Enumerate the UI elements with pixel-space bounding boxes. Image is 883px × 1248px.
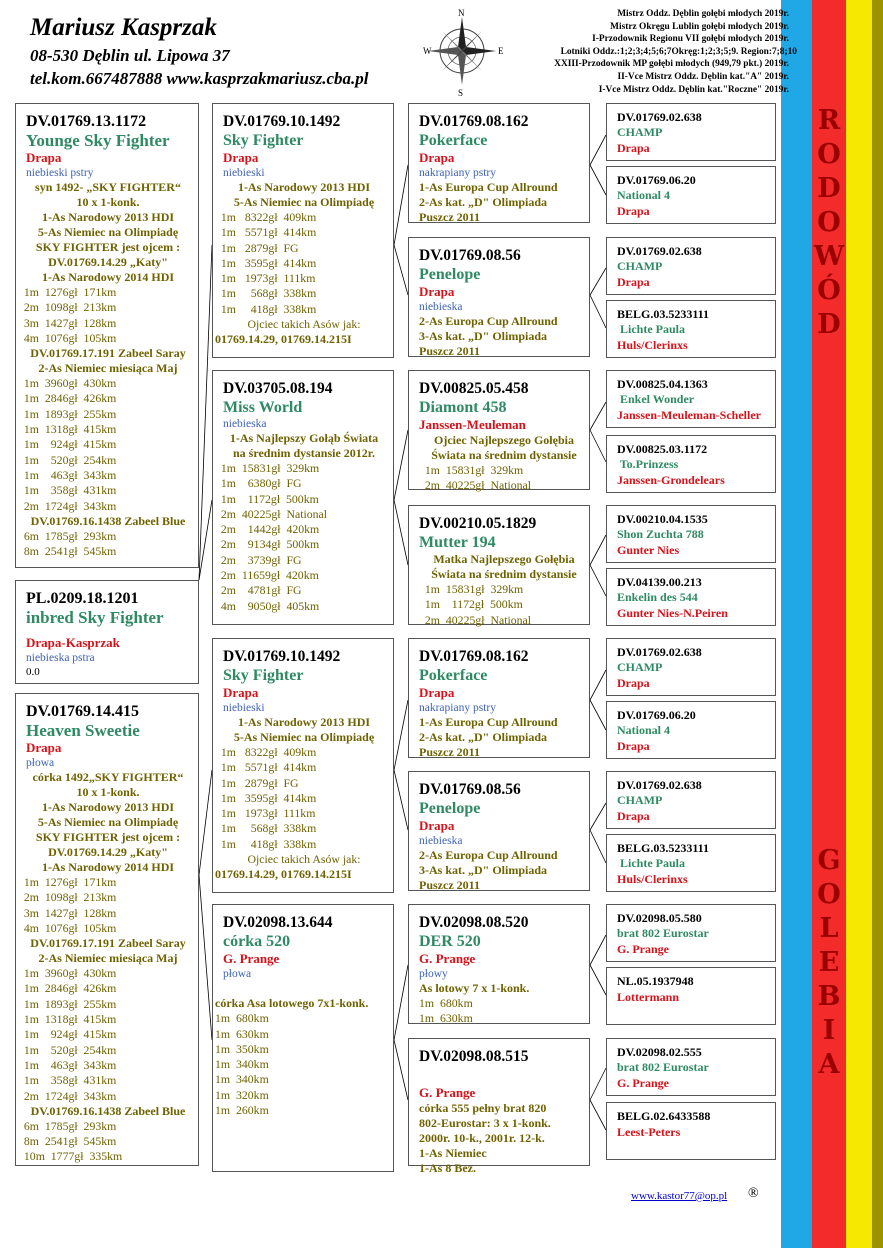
great-grandparent-card[interactable] <box>408 771 590 891</box>
card-color: niebieski <box>223 167 265 179</box>
card-breeder: Gunter Nies-N.Peiren <box>617 606 728 620</box>
result-line: 1m 8322gł 409km <box>215 745 317 759</box>
dam-results <box>18 770 198 1165</box>
result-line: 1m 924gł 415km <box>18 1027 117 1042</box>
result-line: 10 x 1-konk. <box>76 785 140 799</box>
side-letter: E <box>818 947 840 978</box>
result-line: 2-As Niemiec miesiąca Maj <box>38 361 178 376</box>
result-line: 2000r. 10-k., 2001r. 12-k. <box>419 1131 545 1145</box>
grandparent-card[interactable] <box>212 103 394 358</box>
result-line: 2m 1724gł 343km <box>18 1088 117 1103</box>
result-line: 1m 340km <box>215 1072 269 1087</box>
card-ring: DV.02098.08.515 <box>419 1048 529 1065</box>
result-line: Matka Najlepszego Gołębia <box>433 552 575 566</box>
card-breeder: Gunter Nies <box>617 543 680 557</box>
result-line: 1m 568gł 338km <box>215 286 317 301</box>
result-line: 1m 630km <box>419 1011 473 1026</box>
card-breeder: G. Prange <box>617 1076 669 1090</box>
result-line: 10m 1777gł 335km <box>18 1149 123 1164</box>
result-line: 1-As Narodowy 2013 HDI <box>41 800 175 814</box>
card-name: córka 520 <box>223 933 291 950</box>
result-line: 5-As Niemiec na Olimpiadę <box>37 815 179 829</box>
ancestor-card[interactable] <box>606 638 776 696</box>
result-line: 1m 463gł 343km <box>18 1057 117 1072</box>
card-results <box>215 715 393 882</box>
card-name: Mutter 194 <box>419 534 496 551</box>
result-line: 6m 1785gł 293km <box>18 528 117 543</box>
great-grandparent-card[interactable] <box>408 638 590 758</box>
result-line: 2m 9134gł 500km <box>215 537 320 552</box>
registered-mark: ® <box>748 1186 759 1201</box>
result-line: córka 555 pełny brat 820 <box>419 1101 547 1115</box>
result-line: 1m 568gł 338km <box>215 821 317 836</box>
card-subtitle: Lichte Paula <box>617 322 685 336</box>
result-line: Puszcz 2011 <box>419 878 480 892</box>
ancestor-card[interactable] <box>606 237 776 295</box>
result-line: 1m 1276gł 171km <box>18 875 117 889</box>
result-line: 3m 1427gł 128km <box>18 905 117 920</box>
result-line: 1-As Narodowy 2014 HDI <box>41 860 175 874</box>
sire-card[interactable] <box>15 103 199 568</box>
card-ring: DV.02098.08.520 <box>419 914 529 931</box>
stripe-blue <box>781 0 812 1248</box>
result-line: Świata na średnim dystansie <box>431 567 577 581</box>
card-breeder: Drapa <box>617 204 650 218</box>
subject-card[interactable] <box>15 580 199 684</box>
result-line: 5-As Niemiec na Olimpiadę <box>233 730 375 744</box>
achievements-list <box>489 8 797 96</box>
result-line: 1-As Narodowy 2014 HDI <box>41 270 175 284</box>
card-color: niebieska <box>419 301 463 313</box>
card-breeder: Drapa <box>419 150 455 165</box>
side-word-golebia <box>812 844 846 1082</box>
achievement: I-Przodownik Regionu VII gołębi młodych 2019r. <box>592 34 789 45</box>
footer-email-link[interactable]: www.kastor77@op.pl <box>631 1190 728 1202</box>
great-grandparent-card[interactable] <box>408 370 590 493</box>
result-line: 5-As Niemiec na Olimpiadę <box>233 195 375 209</box>
card-color: nakrapiany pstry <box>419 167 496 179</box>
result-line: 10 x 1-konk. <box>76 195 140 209</box>
result-line: 3-As kat. „D" Olimpiada <box>419 863 548 877</box>
card-color: płowy <box>419 968 448 980</box>
dam-ring: DV.01769.14.415 <box>26 703 140 720</box>
ancestor-card[interactable] <box>606 505 776 563</box>
result-line: 2-As kat. „D" Olimpiada <box>419 195 548 209</box>
result-line: 1m 1172gł 500km <box>215 491 319 506</box>
card-breeder: Drapa <box>419 685 455 700</box>
card-breeder: Janssen-Meuleman-Scheller <box>617 408 761 422</box>
ancestor-card[interactable] <box>606 701 776 759</box>
result-line: 1m 3595gł 414km <box>215 255 317 270</box>
ancestor-card[interactable] <box>606 1102 776 1160</box>
side-letter: O <box>817 879 841 910</box>
result-line: 1m 260km <box>215 1103 269 1118</box>
result-line: 1m 3960gł 430km <box>18 376 117 391</box>
result-line: Ojciec takich Asów jak: <box>247 852 361 867</box>
card-breeder: Huls/Clerinxs <box>617 338 688 352</box>
result-line: 3-As kat. „D" Olimpiada <box>419 329 548 343</box>
card-breeder: Drapa <box>617 141 650 155</box>
card-breeder: Huls/Clerinxs <box>617 872 688 886</box>
result-line: 1m 15831gł 329km <box>419 582 524 596</box>
subject-value: 0.0 <box>26 666 40 678</box>
sire-color: niebieski pstry <box>26 167 94 179</box>
card-breeder: Drapa <box>617 676 650 690</box>
ancestor-card[interactable] <box>606 568 776 626</box>
result-line: 1-As 8 Bez. <box>419 1161 476 1175</box>
card-breeder: Drapa <box>419 818 455 833</box>
card-ring: DV.00210.05.1829 <box>419 515 537 532</box>
card-ring: DV.00825.03.1172 <box>617 442 708 456</box>
ancestor-card[interactable] <box>606 103 776 161</box>
great-grandparent-card[interactable] <box>408 904 590 1024</box>
result-line: 2m 40225gł National <box>215 506 328 521</box>
result-line: 1m 3595gł 414km <box>215 790 317 805</box>
card-subtitle: CHAMP <box>617 793 663 807</box>
result-line: 2m 1098gł 213km <box>18 890 117 905</box>
card-name: Miss World <box>223 399 303 416</box>
card-breeder: G. Prange <box>419 1085 476 1100</box>
result-line: 3m 1427gł 128km <box>18 315 117 330</box>
result-line: Puszcz 2011 <box>419 210 480 224</box>
result-line: 1-As Narodowy 2013 HDI <box>41 210 175 224</box>
result-line: 1m 2846gł 426km <box>18 391 117 406</box>
card-ring: DV.01769.08.162 <box>419 113 529 130</box>
ancestor-card[interactable] <box>606 300 776 358</box>
result-line: 2m 1724gł 343km <box>18 498 117 513</box>
result-line: 4m 1076gł 105km <box>18 920 117 935</box>
achievement: I-Vce Mistrz Oddz. Dęblin kat."Roczne" 2019r. <box>598 84 789 95</box>
result-line: 1m 8322gł 409km <box>215 210 317 224</box>
result-line: 1m 350km <box>215 1041 269 1056</box>
result-line: 1-As Narodowy 2013 HDI <box>237 180 371 194</box>
card-ring: DV.01769.08.56 <box>419 781 521 798</box>
result-line: 1m 5571gł 414km <box>215 760 317 775</box>
sire-name: Younge Sky Fighter <box>26 131 170 150</box>
card-subtitle: National 4 <box>617 723 671 737</box>
result-line: 1m 5571gł 414km <box>215 225 317 240</box>
sire-breeder: Drapa <box>26 150 62 165</box>
stripe-yellow <box>846 0 872 1248</box>
card-ring: DV.01769.02.638 <box>617 645 702 659</box>
card-name: Sky Fighter <box>223 667 304 684</box>
compass-e: E <box>498 46 504 56</box>
card-ring: DV.01769.06.20 <box>617 708 696 722</box>
ancestor-card[interactable] <box>606 967 776 1025</box>
result-line: Ojciec takich Asów jak: <box>247 317 361 332</box>
result-line: 1m 418gł 338km <box>215 836 317 851</box>
result-line: 1m 2879gł FG <box>215 240 299 255</box>
result-line: 1-As Europa Cup Allround <box>419 180 558 194</box>
achievement: XXIII-Przodownik MP gołębi młodych (949,79 pkt.) 2019r. <box>554 59 789 70</box>
result-line: 2m 11659gł 420km <box>215 568 319 583</box>
grandparent-card[interactable] <box>212 904 394 1172</box>
card-ring: DV.00825.05.458 <box>419 380 529 397</box>
result-line: 802-Eurostar: 3 x 1-konk. <box>419 1116 551 1130</box>
ancestor-card[interactable] <box>606 834 776 892</box>
result-line: 2-As kat. „D" Olimpiada <box>419 730 548 744</box>
result-line: 1m 924gł 415km <box>18 437 117 452</box>
card-breeder: Janssen-Meuleman <box>419 417 526 432</box>
card-subtitle: Lichte Paula <box>617 856 685 870</box>
result-line: 1m 520gł 254km <box>18 452 117 467</box>
card-color: niebieska <box>223 418 267 430</box>
card-ring: DV.01769.08.56 <box>419 247 521 264</box>
result-line: 2m 40225gł National <box>419 612 532 627</box>
result-line: 2m 4781gł FG <box>215 583 302 598</box>
result-line: DV.01769.17.191 Zabeel Saray <box>30 346 186 361</box>
dam-breeder: Drapa <box>26 740 62 755</box>
result-line: DV.01769.14.29 „Katy" <box>48 255 168 269</box>
card-subtitle: National 4 <box>617 188 671 202</box>
result-line: 2m 1098gł 213km <box>18 300 117 315</box>
card-ring: DV.01769.02.638 <box>617 778 702 792</box>
card-color: nakrapiany pstry <box>419 702 496 714</box>
result-line: 1m 6380gł FG <box>215 476 302 491</box>
side-letter: O <box>817 139 841 170</box>
card-breeder: G. Prange <box>223 951 280 966</box>
stripe-olive <box>872 0 883 1248</box>
grandparent-card[interactable] <box>212 638 394 893</box>
result-line: 1m 320km <box>215 1087 269 1102</box>
card-subtitle: Enkelin des 544 <box>617 590 698 604</box>
result-line: 2m 3739gł FG <box>215 552 302 567</box>
card-subtitle: Shon Zuchta 788 <box>617 527 704 541</box>
card-subtitle: CHAMP <box>617 660 663 674</box>
card-breeder: Janssen-Grondelears <box>617 473 725 487</box>
card-results <box>215 431 393 614</box>
card-ring: DV.04139.00.213 <box>617 575 702 589</box>
result-line: syn 1492- „SKY FIGHTER“ <box>35 180 181 194</box>
card-ring: BELG.03.5233111 <box>617 307 710 321</box>
card-breeder: Drapa <box>223 150 259 165</box>
card-ring: DV.03705.08.194 <box>223 380 333 397</box>
card-ring: DV.01769.08.162 <box>419 648 529 665</box>
side-letter: O <box>817 207 841 238</box>
result-line: Świata na średnim dystansie <box>431 448 577 462</box>
sire-ring: DV.01769.13.1172 <box>26 113 147 130</box>
result-line: 2-As Europa Cup Allround <box>419 848 558 862</box>
card-name: Sky Fighter <box>223 132 304 149</box>
owner-address: 08-530 Dęblin ul. Lipowa 37 <box>30 46 230 65</box>
result-line: 2-As Niemiec miesiąca Maj <box>38 951 178 966</box>
card-name: DER 520 <box>419 933 481 950</box>
dam-color: płowa <box>26 757 55 769</box>
card-breeder: G. Prange <box>617 942 669 956</box>
subject-ring: PL.0209.18.1201 <box>26 590 139 607</box>
owner-name: Mariusz Kasprzak <box>30 14 217 41</box>
result-line: 1m 1973gł 111km <box>215 271 316 286</box>
result-line: 1m 1318gł 415km <box>18 1012 117 1027</box>
side-letter: R <box>817 105 841 136</box>
card-ring: DV.01769.02.638 <box>617 110 702 124</box>
result-line: 1m 2879gł FG <box>215 775 299 790</box>
result-line: 1m 15831gł 329km <box>215 461 320 475</box>
result-line: 1m 680km <box>215 1011 269 1026</box>
result-line: 6m 1785gł 293km <box>18 1118 117 1133</box>
result-line: DV.01769.16.1438 Zabeel Blue <box>30 513 186 528</box>
subject-name: inbred Sky Fighter <box>26 608 164 627</box>
result-line: 1m 463gł 343km <box>18 467 117 482</box>
card-breeder: Drapa <box>617 809 650 823</box>
side-letter: I <box>822 1015 836 1046</box>
result-line: As lotowy 7 x 1-konk. <box>419 981 530 995</box>
card-subtitle: CHAMP <box>617 259 663 273</box>
card-name: Pokerface <box>419 667 488 684</box>
card-subtitle: brat 802 Eurostar <box>617 926 709 940</box>
card-ring: BELG.03.5233111 <box>617 841 710 855</box>
result-line: 1-As Najlepszy Gołąb Świata <box>229 431 379 445</box>
ancestor-card[interactable] <box>606 435 776 493</box>
result-line: 1m 340km <box>215 1057 269 1072</box>
card-breeder: Drapa <box>223 685 259 700</box>
ancestor-card[interactable] <box>606 904 776 962</box>
result-line: 1m 2846gł 426km <box>18 981 117 996</box>
result-line: 4m 9050gł 405km <box>215 598 320 613</box>
card-ring: DV.01769.02.638 <box>617 244 702 258</box>
achievement: Lotniki Oddz.:1;2;3;4;5;6;7Okręg:1;2;3;5;9. Region:7;8;10 <box>560 46 797 57</box>
result-line: 4m 1076gł 105km <box>18 330 117 345</box>
card-ring: DV.01769.10.1492 <box>223 648 341 665</box>
great-grandparent-card[interactable] <box>408 103 590 223</box>
result-line: córka Asa lotowego 7x1-konk. <box>215 996 369 1011</box>
card-ring: NL.05.1937948 <box>617 974 694 988</box>
card-name-blank <box>419 1066 589 1085</box>
ancestor-card[interactable] <box>606 370 776 428</box>
ancestor-card[interactable] <box>606 166 776 224</box>
card-breeder: G. Prange <box>419 951 476 966</box>
result-line: 1m 1276gł 171km <box>18 285 117 299</box>
side-letter: B <box>817 981 841 1012</box>
side-letter: A <box>818 1049 840 1080</box>
result-line: 1m 358gł 431km <box>18 483 117 498</box>
card-breeder: Drapa <box>419 284 455 299</box>
result-line: 8m 2541gł 545km <box>18 1134 117 1149</box>
great-grandparent-card[interactable] <box>408 505 590 625</box>
card-ring: DV.02098.13.644 <box>223 914 333 931</box>
compass-w: W <box>423 46 432 56</box>
result-line: DV.01769.14.29 „Katy" <box>48 845 168 859</box>
achievement: Mistrz Oddz. Dęblin gołębi młodych 2019r. <box>617 9 789 19</box>
result-line: Puszcz 2011 <box>419 344 480 358</box>
card-name: Penelope <box>419 266 481 283</box>
side-letter: D <box>817 309 841 340</box>
achievement: Mistrz Okręgu Lublin gołębi młodych 2019r. <box>610 21 789 32</box>
result-line: 1m 680km <box>419 996 473 1010</box>
result-line: Puszcz 2011 <box>419 745 480 759</box>
card-name: Penelope <box>419 800 481 817</box>
card-subtitle: CHAMP <box>617 125 663 139</box>
result-line: DV.01769.17.191 Zabeel Saray <box>30 936 186 951</box>
result-line: 8m 2541gł 545km <box>18 544 117 559</box>
card-ring: DV.00825.04.1363 <box>617 377 708 391</box>
result-line: 1-As Europa Cup Allround <box>419 715 558 729</box>
result-line: 1m 3960gł 430km <box>18 966 117 981</box>
result-line <box>215 981 393 996</box>
result-line: 01769.14.29, 01769.14.215I <box>215 332 352 347</box>
result-line: SKY FIGHTER jest ojcem : <box>35 830 181 844</box>
result-line: 5-As Niemiec na Olimpiadę <box>37 225 179 239</box>
card-subtitle: To.Prinzess <box>617 457 679 471</box>
side-letter: W <box>813 241 845 272</box>
card-results <box>215 981 393 1118</box>
card-ring: DV.01769.10.1492 <box>223 113 341 130</box>
result-line: 01769.14.29, 01769.14.215I <box>215 867 352 882</box>
card-name: Diamont 458 <box>419 399 507 416</box>
great-grandparent-card[interactable] <box>408 237 590 357</box>
result-line: Ojciec Najlepszego Gołębia <box>434 433 574 447</box>
dam-name: Heaven Sweetie <box>26 721 140 740</box>
result-line: na średnim dystansie 2012r. <box>232 446 376 460</box>
result-line: 1m 15831gł 329km <box>419 463 524 477</box>
result-line: SKY FIGHTER jest ojcem : <box>35 240 181 254</box>
result-line: 1m 1172gł 500km <box>419 597 523 612</box>
result-line: 1m 418gł 338km <box>215 301 317 316</box>
ancestor-card[interactable] <box>606 771 776 829</box>
card-breeder: Drapa <box>617 739 650 753</box>
card-ring: BELG.02.6433588 <box>617 1109 711 1123</box>
side-word-rodowod <box>812 104 846 342</box>
subject-color: niebieska pstra <box>26 652 95 664</box>
card-ring: DV.00210.04.1535 <box>617 512 708 526</box>
card-name: Pokerface <box>419 132 488 149</box>
side-letter: G <box>817 845 841 876</box>
ancestor-card[interactable] <box>606 1038 776 1096</box>
card-subtitle: brat 802 Eurostar <box>617 1060 709 1074</box>
result-line: 2-As Europa Cup Allround <box>419 314 558 328</box>
card-ring: DV.01769.06.20 <box>617 173 696 187</box>
compass-n: N <box>458 8 465 18</box>
result-line: 1m 1318gł 415km <box>18 422 117 437</box>
card-color: niebieski <box>223 702 265 714</box>
card-subtitle: Enkel Wonder <box>617 392 695 406</box>
owner-contact: tel.kom.667487888 www.kasprzakmariusz.cba.pl <box>30 69 369 88</box>
result-line: 1m 1973gł 111km <box>215 806 316 821</box>
result-line: 2m 40225gł National <box>419 478 532 493</box>
side-letter: Ó <box>817 275 841 306</box>
subject-breeder: Drapa-Kasprzak <box>26 635 120 650</box>
result-line: 1-As Narodowy 2013 HDI <box>237 715 371 729</box>
result-line: 1m 1893gł 255km <box>18 996 117 1011</box>
achievement: II-Vce Mistrz Oddz. Dęblin kat."A" 2019r. <box>617 71 789 82</box>
side-letter: L <box>819 913 839 944</box>
card-breeder: Lottermann <box>617 990 679 1004</box>
sire-results <box>18 180 198 559</box>
result-line: córka 1492„SKY FIGHTER“ <box>32 770 184 784</box>
grandparent-card[interactable] <box>212 370 394 625</box>
great-grandparent-card[interactable] <box>408 1038 590 1175</box>
result-line: 1m 358gł 431km <box>18 1073 117 1088</box>
side-letter: D <box>817 173 841 204</box>
card-color: niebieska <box>419 835 463 847</box>
compass-s: S <box>458 88 464 98</box>
result-line: 2m 1442gł 420km <box>215 522 320 537</box>
card-breeder: Leest-Peters <box>617 1125 681 1139</box>
card-results <box>215 180 393 347</box>
result-line: 1m 1893gł 255km <box>18 406 117 421</box>
result-line: DV.01769.16.1438 Zabeel Blue <box>30 1103 186 1118</box>
result-line: 1m 630km <box>215 1026 269 1041</box>
dam-card[interactable] <box>15 693 199 1166</box>
card-ring: DV.02098.05.580 <box>617 911 702 925</box>
card-color: płowa <box>223 968 252 980</box>
card-ring: DV.02098.02.555 <box>617 1045 702 1059</box>
result-line: 1m 520gł 254km <box>18 1042 117 1057</box>
result-line: 1-As Niemiec <box>419 1146 487 1160</box>
card-breeder: Drapa <box>617 275 650 289</box>
